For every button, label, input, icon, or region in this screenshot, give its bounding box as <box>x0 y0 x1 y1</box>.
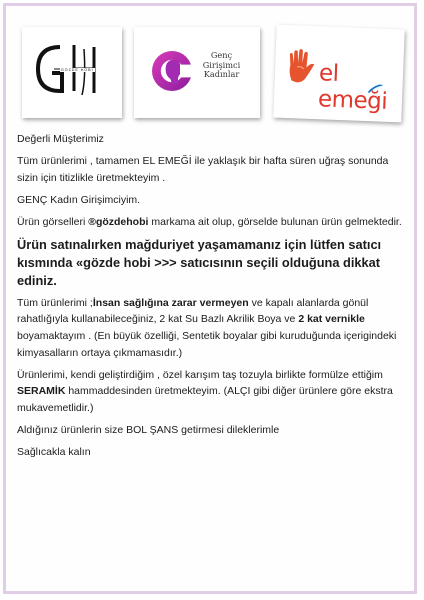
paragraph-wishes: Aldığınız ürünlerin size BOL ŞANS getirmesi dileklerimle <box>17 424 280 437</box>
ceramic-text-a: Ürünlerimi, kendi geliştirdiğim , özel karışım taş tozuyla birlikte formülze ettiğim <box>17 368 383 381</box>
paragraph-el-emegi: Tüm ürünlerimi , tamamen EL EMEĞİ ile yaklaşık bir hafta süren uğraş sonunda sizin için titizlikle üretmekteyim . <box>17 155 389 184</box>
swoosh-icon <box>368 84 382 95</box>
ceramic-text-c: hammaddesinden üretmekteyim. (ALÇI gibi diğer ürünlere göre ekstra mukavemetlidir.) <box>17 385 393 414</box>
brand-text-a: Ürün görselleri <box>17 215 89 228</box>
brand-name: ®gözdehobi <box>88 215 149 228</box>
paint-text-e: boyamaktayım . (En büyük özelliği, Sentetik boyalar gibi kuruduğunda içerigindeki kimyasalların ortaya çıkmamasıdır.) <box>17 330 397 359</box>
letter-body <box>17 131 412 466</box>
genc-line2: Girişimci <box>202 59 241 70</box>
paint-bold-varnish: 2 kat vernikle <box>298 313 365 326</box>
genc-girisimci-kadinlar-logo <box>134 27 260 118</box>
paint-bold-health: İnsan sağlığına zarar vermeyen <box>92 296 249 309</box>
logo-subtext: GÖZDE HOBİ <box>61 68 94 72</box>
paint-text-a: Tüm ürünlerimi ; <box>17 296 93 309</box>
gozde-hobi-logo <box>22 27 122 118</box>
genc-line1: Genç <box>210 50 233 60</box>
ceramic-bold: SERAMİK <box>17 385 66 398</box>
genc-logo-text <box>189 51 254 80</box>
brand-text-b: markama ait olup, görselde bulunan ürün gelmektedir. <box>148 215 402 228</box>
paragraph-brand <box>17 214 412 231</box>
paragraph-genc-kadin: GENÇ Kadın Girişimciyim. <box>17 193 141 206</box>
greeting: Değerli Müşterimiz <box>17 133 104 145</box>
genc-line3: Kadınlar <box>203 69 240 79</box>
paragraph-paint <box>17 295 412 361</box>
closing: Sağlıcakla kalın <box>17 446 91 459</box>
paragraph-ceramic <box>17 367 412 417</box>
el-emegi-text: el emeği <box>317 60 388 115</box>
hand-icon <box>285 45 321 86</box>
paint-text-c: ve kapalı alanlarda gönül rahatlığıyla kullanabileceğiniz, 2 kat Su Bazlı Akrilik Boya ve <box>17 296 369 326</box>
warning-paragraph: Ürün satınalırken mağduriyet yaşamamanız için lütfen satıcı kısmında «gözde hobi >>> satıcısının seçili olduğuna dikkat ediniz. <box>17 236 382 288</box>
el-emegi-logo <box>273 25 404 123</box>
monogram-text <box>22 27 24 28</box>
